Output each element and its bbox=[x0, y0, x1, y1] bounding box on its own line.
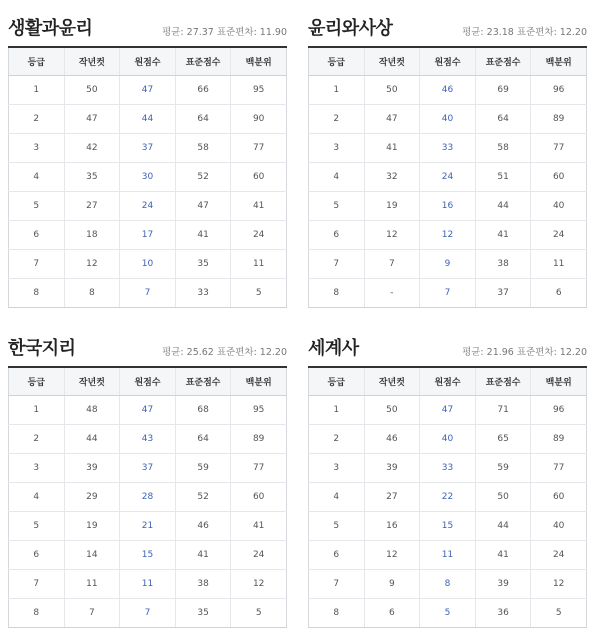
column-header: 원점수 bbox=[120, 367, 176, 396]
table-header-row bbox=[309, 367, 587, 396]
score-statistics: 평균: 23.18 표준편차: 12.20 bbox=[462, 27, 587, 38]
column-header: 작년컷 bbox=[64, 47, 120, 76]
column-header: 등급 bbox=[309, 367, 365, 396]
table-row bbox=[309, 512, 587, 541]
table-row bbox=[9, 454, 287, 483]
table-cell: 11 bbox=[64, 570, 120, 599]
table-cell: 5 bbox=[531, 599, 587, 628]
table-row bbox=[9, 396, 287, 425]
table-cell: 77 bbox=[231, 134, 287, 163]
table-cell: 2 bbox=[9, 105, 65, 134]
table-cell: 16 bbox=[364, 512, 420, 541]
column-header: 작년컷 bbox=[64, 367, 120, 396]
grade-cut-table bbox=[8, 46, 287, 308]
table-cell: 39 bbox=[364, 454, 420, 483]
table-cell: 33 bbox=[175, 279, 231, 308]
table-cell: 44 bbox=[475, 512, 531, 541]
table-cell: 37 bbox=[475, 279, 531, 308]
table-cell: 68 bbox=[175, 396, 231, 425]
table-cell: 47 bbox=[420, 396, 476, 425]
panel-world-history bbox=[308, 334, 587, 628]
panel-korean-geography bbox=[8, 334, 287, 628]
table-cell: 6 bbox=[531, 279, 587, 308]
table-cell: 11 bbox=[120, 570, 176, 599]
subject-title: 윤리와사상 bbox=[308, 18, 393, 39]
table-cell: 12 bbox=[231, 570, 287, 599]
panel-header bbox=[8, 334, 287, 360]
table-cell: 89 bbox=[531, 105, 587, 134]
table-cell: 41 bbox=[475, 221, 531, 250]
table-cell: 60 bbox=[531, 483, 587, 512]
table-cell: 2 bbox=[9, 425, 65, 454]
table-row bbox=[309, 279, 587, 308]
table-row bbox=[309, 105, 587, 134]
table-cell: 35 bbox=[175, 599, 231, 628]
table-cell: 36 bbox=[475, 599, 531, 628]
table-header-row bbox=[9, 47, 287, 76]
table-cell: 60 bbox=[231, 483, 287, 512]
table-cell: 1 bbox=[9, 76, 65, 105]
table-cell: 47 bbox=[120, 396, 176, 425]
table-cell: 35 bbox=[175, 250, 231, 279]
table-cell: 41 bbox=[364, 134, 420, 163]
table-cell: 7 bbox=[64, 599, 120, 628]
table-cell: 8 bbox=[64, 279, 120, 308]
table-row bbox=[309, 250, 587, 279]
table-cell: 41 bbox=[175, 221, 231, 250]
table-row bbox=[9, 192, 287, 221]
table-cell: 10 bbox=[120, 250, 176, 279]
table-cell: 69 bbox=[475, 76, 531, 105]
table-cell: 37 bbox=[120, 454, 176, 483]
panel-ethics-life bbox=[8, 14, 287, 308]
table-cell: 66 bbox=[175, 76, 231, 105]
table-cell: 39 bbox=[475, 570, 531, 599]
table-cell: 6 bbox=[309, 541, 365, 570]
table-cell: 8 bbox=[420, 570, 476, 599]
table-cell: 6 bbox=[309, 221, 365, 250]
table-cell: 7 bbox=[120, 279, 176, 308]
table-cell: 32 bbox=[364, 163, 420, 192]
table-cell: 3 bbox=[9, 454, 65, 483]
table-cell: 95 bbox=[231, 76, 287, 105]
subject-title: 생활과윤리 bbox=[8, 18, 93, 39]
table-cell: 44 bbox=[64, 425, 120, 454]
table-cell: 30 bbox=[120, 163, 176, 192]
column-header: 표준점수 bbox=[475, 367, 531, 396]
table-cell: 59 bbox=[475, 454, 531, 483]
table-cell: 2 bbox=[309, 425, 365, 454]
table-cell: 40 bbox=[420, 105, 476, 134]
table-cell: 38 bbox=[475, 250, 531, 279]
table-row bbox=[309, 541, 587, 570]
table-cell: 89 bbox=[231, 425, 287, 454]
table-cell: 19 bbox=[64, 512, 120, 541]
table-cell: 27 bbox=[364, 483, 420, 512]
column-header: 원점수 bbox=[420, 367, 476, 396]
table-cell: 12 bbox=[364, 221, 420, 250]
table-cell: 8 bbox=[309, 279, 365, 308]
table-cell: 2 bbox=[309, 105, 365, 134]
table-row bbox=[9, 483, 287, 512]
table-cell: 18 bbox=[64, 221, 120, 250]
table-cell: 15 bbox=[120, 541, 176, 570]
table-cell: 4 bbox=[9, 483, 65, 512]
table-cell: 50 bbox=[475, 483, 531, 512]
table-cell: 90 bbox=[231, 105, 287, 134]
table-cell: 8 bbox=[309, 599, 365, 628]
table-cell: 52 bbox=[175, 483, 231, 512]
score-statistics: 평균: 27.37 표준편차: 11.90 bbox=[162, 27, 287, 38]
column-header: 백분위 bbox=[231, 47, 287, 76]
subject-title: 세계사 bbox=[308, 338, 359, 359]
table-cell: 24 bbox=[231, 541, 287, 570]
table-cell: 11 bbox=[231, 250, 287, 279]
score-statistics: 평균: 25.62 표준편차: 12.20 bbox=[162, 347, 287, 358]
table-cell: 6 bbox=[9, 221, 65, 250]
column-header: 표준점수 bbox=[175, 47, 231, 76]
table-cell: 50 bbox=[364, 76, 420, 105]
table-cell: 24 bbox=[231, 221, 287, 250]
table-row bbox=[309, 454, 587, 483]
table-cell: 12 bbox=[420, 221, 476, 250]
table-cell: 9 bbox=[364, 570, 420, 599]
table-row bbox=[309, 163, 587, 192]
table-row bbox=[309, 76, 587, 105]
table-cell: 39 bbox=[64, 454, 120, 483]
panel-ethics-thought bbox=[308, 14, 587, 308]
table-cell: 51 bbox=[475, 163, 531, 192]
table-cell: 41 bbox=[175, 541, 231, 570]
table-row bbox=[9, 221, 287, 250]
table-cell: 1 bbox=[309, 76, 365, 105]
table-cell: 12 bbox=[64, 250, 120, 279]
table-row bbox=[309, 483, 587, 512]
table-cell: 12 bbox=[531, 570, 587, 599]
table-cell: 58 bbox=[175, 134, 231, 163]
table-cell: 5 bbox=[231, 599, 287, 628]
score-statistics: 평균: 21.96 표준편차: 12.20 bbox=[462, 347, 587, 358]
table-cell: 16 bbox=[420, 192, 476, 221]
table-cell: 47 bbox=[120, 76, 176, 105]
column-header: 등급 bbox=[9, 367, 65, 396]
table-cell: 37 bbox=[120, 134, 176, 163]
table-cell: 5 bbox=[9, 192, 65, 221]
table-cell: 41 bbox=[475, 541, 531, 570]
table-cell: 27 bbox=[64, 192, 120, 221]
table-cell: 47 bbox=[364, 105, 420, 134]
table-cell: 41 bbox=[231, 192, 287, 221]
table-cell: 19 bbox=[364, 192, 420, 221]
table-cell: 58 bbox=[475, 134, 531, 163]
table-cell: 28 bbox=[120, 483, 176, 512]
table-row bbox=[309, 134, 587, 163]
panel-header bbox=[8, 14, 287, 40]
table-row bbox=[9, 105, 287, 134]
table-cell: 46 bbox=[175, 512, 231, 541]
table-cell: 35 bbox=[64, 163, 120, 192]
table-cell: 33 bbox=[420, 134, 476, 163]
table-row bbox=[309, 599, 587, 628]
table-cell: 4 bbox=[9, 163, 65, 192]
table-row bbox=[9, 599, 287, 628]
grade-cut-table bbox=[308, 366, 587, 628]
table-cell: 8 bbox=[9, 279, 65, 308]
table-cell: 1 bbox=[309, 396, 365, 425]
table-cell: 1 bbox=[9, 396, 65, 425]
table-cell: 29 bbox=[64, 483, 120, 512]
column-header: 원점수 bbox=[420, 47, 476, 76]
subject-title: 한국지리 bbox=[8, 338, 76, 359]
table-cell: 44 bbox=[475, 192, 531, 221]
table-cell: 7 bbox=[420, 279, 476, 308]
table-cell: 5 bbox=[309, 512, 365, 541]
table-cell: 12 bbox=[364, 541, 420, 570]
table-row bbox=[9, 279, 287, 308]
table-cell: 60 bbox=[231, 163, 287, 192]
table-cell: 5 bbox=[420, 599, 476, 628]
table-cell: 8 bbox=[9, 599, 65, 628]
table-cell: 24 bbox=[420, 163, 476, 192]
column-header: 표준점수 bbox=[175, 367, 231, 396]
table-row bbox=[9, 134, 287, 163]
table-cell: 7 bbox=[364, 250, 420, 279]
table-cell: 7 bbox=[9, 250, 65, 279]
table-cell: 77 bbox=[531, 134, 587, 163]
column-header: 백분위 bbox=[231, 367, 287, 396]
table-row bbox=[9, 541, 287, 570]
table-cell: 95 bbox=[231, 396, 287, 425]
table-row bbox=[309, 192, 587, 221]
table-cell: 5 bbox=[9, 512, 65, 541]
table-row bbox=[309, 396, 587, 425]
grade-cut-table bbox=[8, 366, 287, 628]
table-row bbox=[9, 425, 287, 454]
table-row bbox=[309, 570, 587, 599]
table-cell: 22 bbox=[420, 483, 476, 512]
table-cell: - bbox=[364, 279, 420, 308]
table-cell: 77 bbox=[231, 454, 287, 483]
table-cell: 60 bbox=[531, 163, 587, 192]
table-cell: 11 bbox=[420, 541, 476, 570]
table-cell: 15 bbox=[420, 512, 476, 541]
table-cell: 9 bbox=[420, 250, 476, 279]
column-header: 백분위 bbox=[531, 47, 587, 76]
table-cell: 14 bbox=[64, 541, 120, 570]
column-header: 표준점수 bbox=[475, 47, 531, 76]
table-cell: 40 bbox=[531, 512, 587, 541]
table-cell: 24 bbox=[531, 221, 587, 250]
table-cell: 7 bbox=[120, 599, 176, 628]
table-cell: 6 bbox=[9, 541, 65, 570]
table-cell: 41 bbox=[231, 512, 287, 541]
table-cell: 64 bbox=[175, 425, 231, 454]
table-cell: 17 bbox=[120, 221, 176, 250]
table-cell: 47 bbox=[64, 105, 120, 134]
table-cell: 50 bbox=[364, 396, 420, 425]
column-header: 등급 bbox=[9, 47, 65, 76]
table-cell: 3 bbox=[309, 134, 365, 163]
table-row bbox=[9, 570, 287, 599]
panel-header bbox=[308, 14, 587, 40]
table-cell: 5 bbox=[309, 192, 365, 221]
table-cell: 96 bbox=[531, 76, 587, 105]
column-header: 작년컷 bbox=[364, 367, 420, 396]
table-cell: 47 bbox=[175, 192, 231, 221]
table-cell: 7 bbox=[9, 570, 65, 599]
column-header: 원점수 bbox=[120, 47, 176, 76]
table-cell: 52 bbox=[175, 163, 231, 192]
table-row bbox=[9, 512, 287, 541]
table-cell: 96 bbox=[531, 396, 587, 425]
table-cell: 33 bbox=[420, 454, 476, 483]
table-cell: 4 bbox=[309, 483, 365, 512]
table-row bbox=[9, 250, 287, 279]
table-cell: 71 bbox=[475, 396, 531, 425]
table-cell: 64 bbox=[475, 105, 531, 134]
table-cell: 77 bbox=[531, 454, 587, 483]
table-cell: 3 bbox=[309, 454, 365, 483]
table-cell: 65 bbox=[475, 425, 531, 454]
table-row bbox=[309, 425, 587, 454]
column-header: 등급 bbox=[309, 47, 365, 76]
column-header: 작년컷 bbox=[364, 47, 420, 76]
table-cell: 7 bbox=[309, 250, 365, 279]
table-row bbox=[309, 221, 587, 250]
table-row bbox=[9, 76, 287, 105]
table-cell: 38 bbox=[175, 570, 231, 599]
column-header: 백분위 bbox=[531, 367, 587, 396]
table-cell: 11 bbox=[531, 250, 587, 279]
table-cell: 46 bbox=[364, 425, 420, 454]
table-cell: 44 bbox=[120, 105, 176, 134]
table-cell: 24 bbox=[120, 192, 176, 221]
table-cell: 21 bbox=[120, 512, 176, 541]
table-cell: 42 bbox=[64, 134, 120, 163]
table-cell: 64 bbox=[175, 105, 231, 134]
table-row bbox=[9, 163, 287, 192]
table-cell: 40 bbox=[420, 425, 476, 454]
grade-cut-table bbox=[308, 46, 587, 308]
panel-header bbox=[308, 334, 587, 360]
table-cell: 3 bbox=[9, 134, 65, 163]
table-header-row bbox=[309, 47, 587, 76]
table-cell: 40 bbox=[531, 192, 587, 221]
table-cell: 50 bbox=[64, 76, 120, 105]
table-cell: 5 bbox=[231, 279, 287, 308]
table-cell: 46 bbox=[420, 76, 476, 105]
table-cell: 4 bbox=[309, 163, 365, 192]
table-cell: 24 bbox=[531, 541, 587, 570]
table-cell: 6 bbox=[364, 599, 420, 628]
table-cell: 43 bbox=[120, 425, 176, 454]
table-cell: 7 bbox=[309, 570, 365, 599]
table-cell: 48 bbox=[64, 396, 120, 425]
table-header-row bbox=[9, 367, 287, 396]
table-cell: 89 bbox=[531, 425, 587, 454]
table-cell: 59 bbox=[175, 454, 231, 483]
